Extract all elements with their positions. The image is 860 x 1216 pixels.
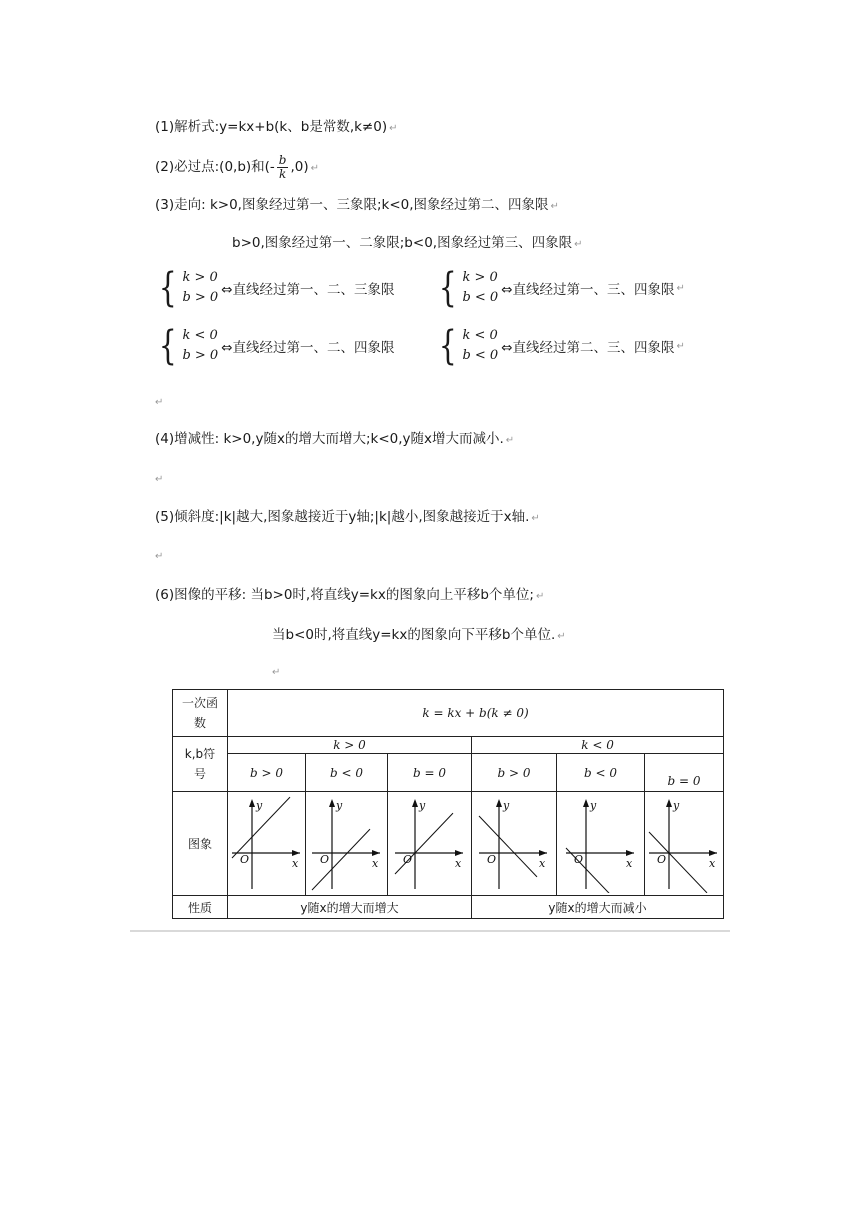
fraction-b-over-k: $\frac{b}{k}$: [278, 152, 287, 181]
table-label-property: 性质: [173, 896, 228, 919]
table-b-cell: b = 0: [645, 754, 724, 792]
origin-label: O: [319, 852, 329, 866]
graph-k-neg-b-neg: [562, 795, 640, 893]
item-6-translation: (6)图像的平移: 当b>0时,将直线y=kx的图象向上平移b个单位; ↵: [155, 587, 545, 603]
table-k-positive: k > 0: [228, 737, 472, 754]
y-axis-label: y: [503, 798, 510, 812]
x-axis-arrow: [539, 850, 547, 856]
y-axis-label: y: [673, 798, 680, 812]
table-label-kb-sign: k,b符号: [173, 737, 228, 792]
x-axis-label: x: [292, 856, 299, 870]
y-axis-arrow: [412, 799, 418, 807]
graph-k-pos-b-neg: [308, 795, 386, 893]
brace-condition-1: { k > 0 b > 0 ⇔直线经过第一、二、三象限: [158, 265, 395, 311]
brace-condition-3: { k < 0 b > 0 ⇔直线经过第一、二、四象限: [158, 323, 395, 369]
origin-label: O: [487, 852, 497, 866]
item-4-monotonicity: (4)增减性: k>0,y随x的增大而增大;k<0,y随x增大而减小. ↵: [155, 431, 515, 447]
item-3-direction-b: b>0,图象经过第一、二象限;b<0,图象经过第三、四象限 ↵: [232, 235, 583, 251]
function-line: [395, 813, 453, 874]
function-line: [479, 816, 537, 877]
graph-k-neg-b-zero: [645, 795, 723, 893]
table-formula: k = kx + b(k ≠ 0): [228, 690, 724, 737]
table-b-cell: b = 0: [388, 754, 472, 792]
y-axis-arrow: [249, 799, 255, 807]
y-axis-arrow: [329, 799, 335, 807]
graph-cell: [645, 792, 724, 896]
paragraph-mark: ↵: [272, 667, 281, 678]
page-separator: [130, 930, 730, 932]
x-axis-label: x: [371, 856, 378, 870]
paragraph-mark: ↵: [155, 397, 164, 408]
item-5-steepness: (5)倾斜度:|k|越大,图象越接近于y轴;|k|越小,图象越接近于x轴. ↵: [155, 509, 540, 525]
item-2-fixed-points: (2)必过点:(0,b)和(- $\frac{b}{k}$ ,0) ↵: [155, 152, 320, 181]
origin-label: O: [657, 852, 667, 866]
y-axis-label: y: [335, 798, 342, 812]
graph-cell: [557, 792, 645, 896]
x-axis-arrow: [455, 850, 463, 856]
y-axis-label: y: [589, 798, 596, 812]
graph-k-pos-b-pos: [228, 795, 306, 893]
table-row-property: [173, 896, 724, 919]
brace-condition-2: { k > 0 b < 0 ⇔直线经过第一、三、四象限 ↵: [438, 265, 685, 311]
y-axis-arrow: [583, 799, 589, 807]
graph-k-pos-b-zero: [391, 795, 469, 893]
table-row-formula: [173, 690, 724, 737]
table-b-cell: b < 0: [306, 754, 388, 792]
paragraph-mark: ↵: [155, 474, 164, 485]
table-row-graphs: [173, 792, 724, 896]
x-axis-arrow: [626, 850, 634, 856]
y-axis-label: y: [256, 798, 263, 812]
item-6-translation-b: 当b<0时,将直线y=kx的图象向下平移b个单位. ↵: [272, 627, 566, 643]
table-row-k-sign: [173, 737, 724, 754]
table-k-negative: k < 0: [472, 737, 724, 754]
y-axis-label: y: [418, 798, 425, 812]
paragraph-mark: ↵: [155, 551, 164, 562]
x-axis-label: x: [625, 856, 632, 870]
x-axis-label: x: [454, 856, 461, 870]
x-axis-arrow: [372, 850, 380, 856]
graph-cell: [306, 792, 388, 896]
y-axis-arrow: [666, 799, 672, 807]
graph-cell: [228, 792, 306, 896]
x-axis-arrow: [709, 850, 717, 856]
graph-k-neg-b-pos: [475, 795, 553, 893]
origin-label: O: [573, 852, 583, 866]
item-3-direction: (3)走向: k>0,图象经过第一、三象限;k<0,图象经过第二、四象限 ↵: [155, 197, 559, 213]
graph-cell: [388, 792, 472, 896]
table-b-cell: b < 0: [557, 754, 645, 792]
brace-condition-4: { k < 0 b < 0 ⇔直线经过第二、三、四象限 ↵: [438, 323, 685, 369]
x-axis-arrow: [292, 850, 300, 856]
table-b-cell: b > 0: [472, 754, 557, 792]
table-b-cell: b > 0: [228, 754, 306, 792]
origin-label: O: [240, 852, 250, 866]
table-label-function: 一次函数: [173, 690, 228, 737]
x-axis-label: x: [709, 856, 716, 870]
y-axis-arrow: [496, 799, 502, 807]
x-axis-label: x: [539, 856, 546, 870]
table-property-decreasing: y随x的增大而减小: [472, 896, 724, 919]
origin-label: O: [402, 852, 412, 866]
item-1-analytic-formula: (1)解析式:y=kx+b(k、b是常数,k≠0) ↵: [155, 119, 398, 135]
table-label-graph: 图象: [173, 792, 228, 896]
graph-cell: [472, 792, 557, 896]
table-property-increasing: y随x的增大而增大: [228, 896, 472, 919]
table-row-b-sign: [173, 754, 724, 792]
linear-function-table: [172, 689, 724, 919]
